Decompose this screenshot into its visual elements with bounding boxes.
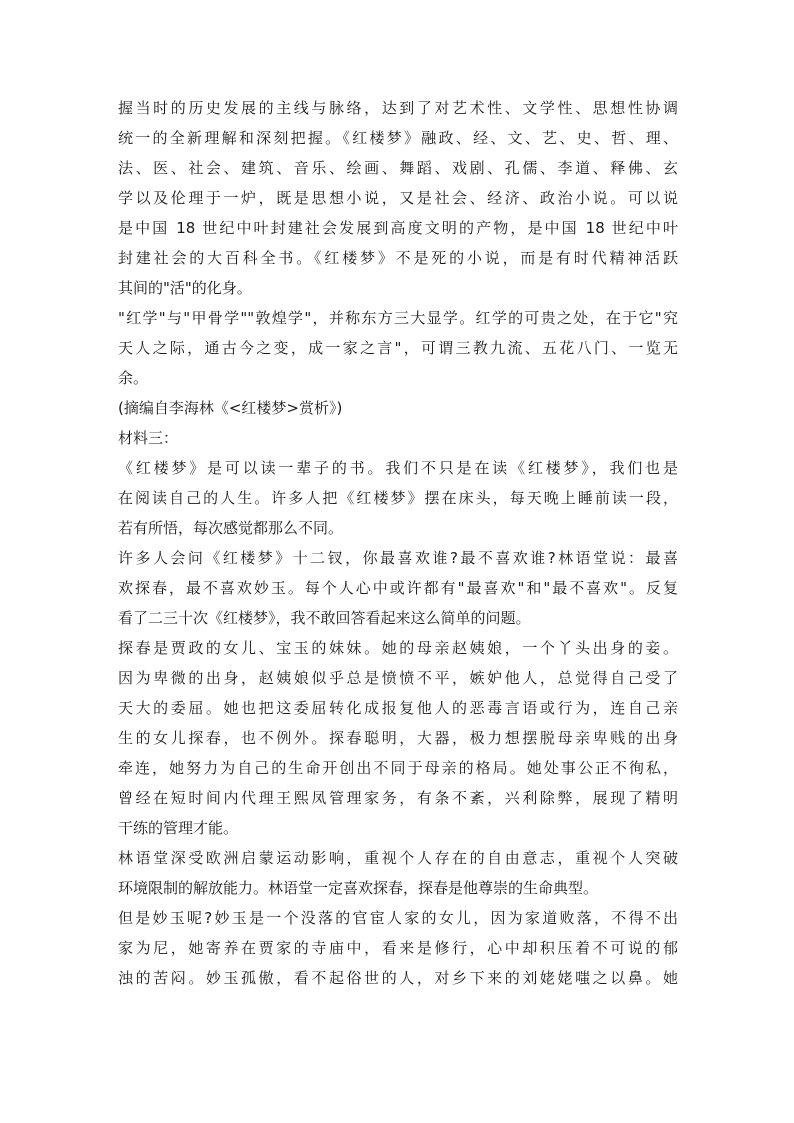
text-line: 曾经在短时间内代理王熙凤管理家务，有条不紊，兴利除弊，展现了精明 (118, 789, 678, 807)
text-line: 在阅读自己的人生。许多人把《红楼梦》摆在床头，每天晚上睡前读一段， (118, 489, 678, 507)
text-line: 看了二三十次《红楼梦》，我不敢回答看起来这么简单的问题。 (118, 609, 531, 627)
text-line: 《红楼梦》是可以读一辈子的书。我们不只是在读《红楼梦》，我们也是 (118, 459, 678, 477)
text-line: 欢探春，最不喜欢妙玉。每个人心中或许都有"最喜欢"和"最不喜欢"。反复 (118, 579, 678, 597)
text-line: 但是妙玉呢?妙玉是一个没落的官宦人家的女儿，因为家道败落，不得不出 (118, 909, 678, 927)
text-line: 环境限制的解放能力。林语堂一定喜欢探春，探春是他尊崇的生命典型。 (118, 879, 599, 897)
text-line: 统一的全新理解和深刻把握。《红楼梦》融政、经、文、艺、史、哲、理、 (118, 129, 678, 147)
text-line: 法、医、社会、建筑、音乐、绘画、舞蹈、戏剧、孔儒、李道、释佛、玄 (118, 159, 678, 177)
text-line: 天人之际，通古今之变，成一家之言"，可谓三教九流、五花八门、一览无 (118, 339, 678, 357)
text-line: 家为尼，她寄养在贾家的寺庙中，看来是修行，心中却积压着不可说的郁 (118, 939, 678, 957)
text-line: 若有所悟，每次感觉都那么不同。 (118, 519, 344, 537)
text-line: 其间的"活"的化身。 (118, 279, 252, 297)
text-line: 学以及伦理于一炉，既是思想小说，又是社会、经济、政治小说。可以说 (118, 189, 678, 207)
text-line: 因为卑微的出身，赵姨娘似乎总是愤愤不平，嫉妒他人，总觉得自己受了 (118, 669, 678, 687)
text-line: 余。 (118, 369, 149, 387)
text-line: 握当时的历史发展的主线与脉络，达到了对艺术性、文学性、思想性协调 (118, 99, 678, 117)
text-line: 材料三： (118, 429, 179, 447)
text-line: 牵连，她努力为自己的生命开创出不同于母亲的格局。她处事公正不徇私， (118, 759, 678, 777)
text-line: (摘编自李海林《<红楼梦>赏析》) (118, 399, 343, 417)
body-text (118, 93, 678, 993)
text-line: 生的女儿探春，也不例外。探春聪明，大器，极力想摆脱母亲卑贱的出身 (118, 729, 678, 747)
text-line: 干练的管理才能。 (118, 819, 239, 837)
text-line: 是中国 18 世纪中叶封建社会发展到高度文明的产物，是中国 18 世纪中叶 (118, 219, 678, 237)
text-line: 封建社会的大百科全书。《红楼梦》不是死的小说，而是有时代精神活跃 (118, 249, 678, 267)
text-line: 许多人会问《红楼梦》十二钗，你最喜欢谁?最不喜欢谁?林语堂说：最喜 (118, 549, 678, 567)
text-line: 探春是贾政的女儿、宝玉的妹妹。她的母亲赵姨娘，一个丫头出身的妾。 (118, 639, 678, 657)
text-line: 林语堂深受欧洲启蒙运动影响，重视个人存在的自由意志，重视个人突破 (118, 849, 678, 867)
text-line: "红学"与"甲骨学""敦煌学"，并称东方三大显学。红学的可贵之处，在于它"究 (118, 309, 678, 327)
text-line: 天大的委屈。她也把这委屈转化成报复他人的恶毒言语或行为，连自己亲 (118, 699, 678, 717)
text-line: 浊的苦闷。妙玉孤傲，看不起俗世的人，对乡下来的刘姥姥嗤之以鼻。她 (118, 969, 678, 987)
